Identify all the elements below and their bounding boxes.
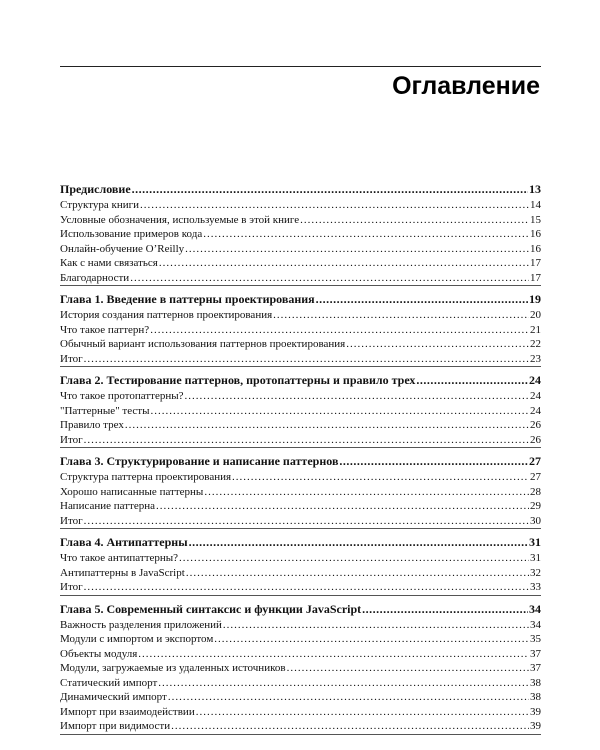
toc-entry-title: Предисловие [60,182,131,196]
toc-page-number: 32 [530,566,541,579]
toc-page-number: 33 [530,581,541,593]
toc-page-number: 31 [529,535,541,549]
toc-page-number: 23 [530,352,541,365]
toc-leader-dots [84,514,529,529]
toc-entry-title: Онлайн-обучение O’Reilly [60,242,185,255]
toc-entry-title: Объекты модуля [60,647,138,660]
toc-entry-title: Итог [60,433,83,446]
toc-entry[interactable] [60,213,541,228]
toc-entry[interactable] [60,470,541,485]
toc-entry[interactable] [60,618,541,633]
toc-entry[interactable] [60,198,541,213]
toc-chapter [60,601,541,735]
toc-leader-dots [84,580,529,595]
toc-entry-title: Модули с импортом и экспортом [60,633,214,645]
toc-leader-dots [186,566,529,581]
toc-page-number: 22 [530,338,541,350]
toc-leader-dots [150,323,529,338]
toc-entry[interactable] [60,566,541,581]
toc-entry-title: Глава 1. Введение в паттерны проектирования [60,292,315,306]
toc-leader-dots [339,453,528,470]
toc-page-number: 38 [530,676,541,689]
toc-page-number: 17 [530,271,541,284]
toc-leader-dots [84,433,529,448]
toc-entry-title: Итог [60,352,83,365]
toc-page-number: 24 [530,390,541,402]
toc-entry[interactable] [60,551,541,566]
toc-leader-dots [184,389,529,404]
toc-chapter [60,291,541,367]
toc-leader-dots [171,719,529,734]
toc-entry-title: История создания паттернов проектирования [60,309,273,321]
toc-page-number: 27 [529,454,541,468]
toc-chapter-heading[interactable] [60,601,541,618]
toc-leader-dots [185,242,529,257]
toc-page-number: 17 [530,257,541,269]
toc-entry[interactable] [60,242,541,257]
toc-page-number: 39 [530,720,541,732]
toc-leader-dots [168,690,529,705]
table-of-contents [60,181,541,740]
toc-page-number: 16 [530,242,541,255]
toc-page-number: 24 [530,404,541,417]
toc-entry[interactable] [60,499,541,514]
toc-page-number: 37 [530,647,541,660]
toc-leader-dots [84,352,529,367]
toc-chapter-heading[interactable] [60,534,541,551]
toc-entry-title: Антипаттерны в JavaScript [60,566,185,579]
toc-chapter [60,372,541,448]
toc-entry-title: Импорт при видимости [60,720,171,732]
toc-leader-dots [158,676,529,691]
toc-leader-dots [203,227,529,242]
toc-leader-dots [132,181,528,198]
toc-entry[interactable] [60,580,541,595]
toc-entry-title: Благодарности [60,271,130,284]
toc-entry-title: Как с нами связаться [60,257,158,269]
toc-entry[interactable] [60,337,541,352]
toc-leader-dots [156,499,529,514]
toc-leader-dots [159,256,529,271]
toc-entry[interactable] [60,433,541,448]
toc-entry[interactable] [60,271,541,286]
toc-entry-title: Что такое паттерн? [60,323,150,336]
toc-entry[interactable] [60,705,541,720]
toc-entry[interactable] [60,323,541,338]
toc-chapter-heading[interactable] [60,453,541,470]
header-rule [60,66,541,67]
toc-page-number: 30 [530,514,541,527]
toc-page-number: 35 [530,633,541,645]
toc-page-number: 24 [529,373,541,387]
toc-entry-title: Глава 3. Структурирование и написание паттернов [60,454,339,468]
toc-leader-dots [273,308,529,323]
toc-page-number: 31 [530,552,541,564]
toc-entry-title: Использование примеров кода [60,228,203,240]
toc-chapter-heading[interactable] [60,291,541,308]
toc-entry[interactable] [60,647,541,662]
toc-page-number: 21 [530,323,541,336]
toc-chapter [60,181,541,286]
toc-page-number: 13 [529,182,541,196]
toc-page-number: 26 [530,419,541,431]
toc-entry-title: Правило трех [60,419,124,431]
toc-page-number: 19 [529,292,541,306]
toc-leader-dots [416,372,528,389]
toc-entry[interactable] [60,227,541,242]
toc-entry-title: Импорт при взаимодействии [60,705,195,718]
toc-entry[interactable] [60,661,541,676]
toc-chapter-heading[interactable] [60,372,541,389]
toc-entry-title: Хорошо написанные паттерны [60,485,204,498]
toc-entry-title: Статический импорт [60,676,158,689]
toc-entry-title: Структура паттерна проектирования [60,471,232,483]
toc-leader-dots [125,418,529,433]
toc-page-number: 34 [530,618,541,631]
toc-entry-title: Структура книги [60,199,139,211]
toc-entry-title: Итог [60,581,83,593]
toc-entry[interactable] [60,256,541,271]
toc-entry[interactable] [60,485,541,500]
toc-entry-title: Итог [60,514,83,527]
toc-page-number: 38 [530,691,541,703]
toc-leader-dots [346,337,529,352]
toc-leader-dots [204,485,529,500]
toc-entry-title: Важность разделения приложений [60,618,222,631]
toc-leader-dots [214,632,529,647]
toc-leader-dots [362,601,528,618]
toc-entry-title: Глава 5. Современный синтаксис и функции JavaScript [60,601,362,616]
toc-leader-dots [150,404,529,419]
toc-entry[interactable] [60,514,541,529]
toc-page-number: 28 [530,485,541,498]
toc-entry[interactable] [60,418,541,433]
toc-page-number: 16 [530,228,541,240]
toc-entry-title: Написание паттерна [60,500,156,512]
toc-page-number: 15 [530,213,541,226]
toc-page-number: 37 [530,662,541,674]
toc-page-number: 29 [530,500,541,512]
toc-leader-dots [287,661,529,676]
toc-leader-dots [223,618,529,633]
toc-leader-dots [316,291,528,308]
toc-leader-dots [196,705,529,720]
toc-entry[interactable] [60,352,541,367]
toc-entry-title: Что такое антипаттерны? [60,552,179,564]
toc-entry-title: Глава 2. Тестирование паттернов, протопаттерны и правило трех [60,373,416,387]
toc-leader-dots [232,470,529,485]
toc-entry[interactable] [60,404,541,419]
toc-entry-title: Динамический импорт [60,691,167,703]
toc-leader-dots [138,647,529,662]
toc-leader-dots [140,198,529,213]
toc-entry-title: Что такое протопаттерны? [60,390,184,402]
toc-chapter [60,534,541,596]
toc-page-number: 27 [530,471,541,483]
toc-leader-dots [130,271,529,286]
toc-page-number: 34 [529,601,541,616]
toc-entry-title: Обычный вариант использования паттернов проектирования [60,338,346,350]
toc-page-number: 26 [530,433,541,446]
toc-entry[interactable] [60,690,541,705]
toc-page-number: 14 [530,199,541,211]
toc-leader-dots [189,534,528,551]
toc-page-number: 39 [530,705,541,718]
page-title: Оглавление [392,72,540,100]
toc-entry[interactable] [60,719,541,734]
toc-chapter [60,453,541,529]
toc-entry[interactable] [60,632,541,647]
toc-entry-title: Глава 4. Антипаттерны [60,535,188,549]
toc-leader-dots [179,551,529,566]
toc-entry[interactable] [60,308,541,323]
toc-entry[interactable] [60,676,541,691]
toc-chapter-heading[interactable] [60,181,541,198]
toc-entry-title: Условные обозначения, используемые в этой книге [60,213,300,226]
toc-leader-dots [300,213,529,228]
toc-entry-title: Модули, загружаемые из удаленных источников [60,662,286,674]
toc-entry[interactable] [60,389,541,404]
toc-entry-title: "Паттерные" тесты [60,404,150,417]
toc-page-number: 20 [530,309,541,321]
